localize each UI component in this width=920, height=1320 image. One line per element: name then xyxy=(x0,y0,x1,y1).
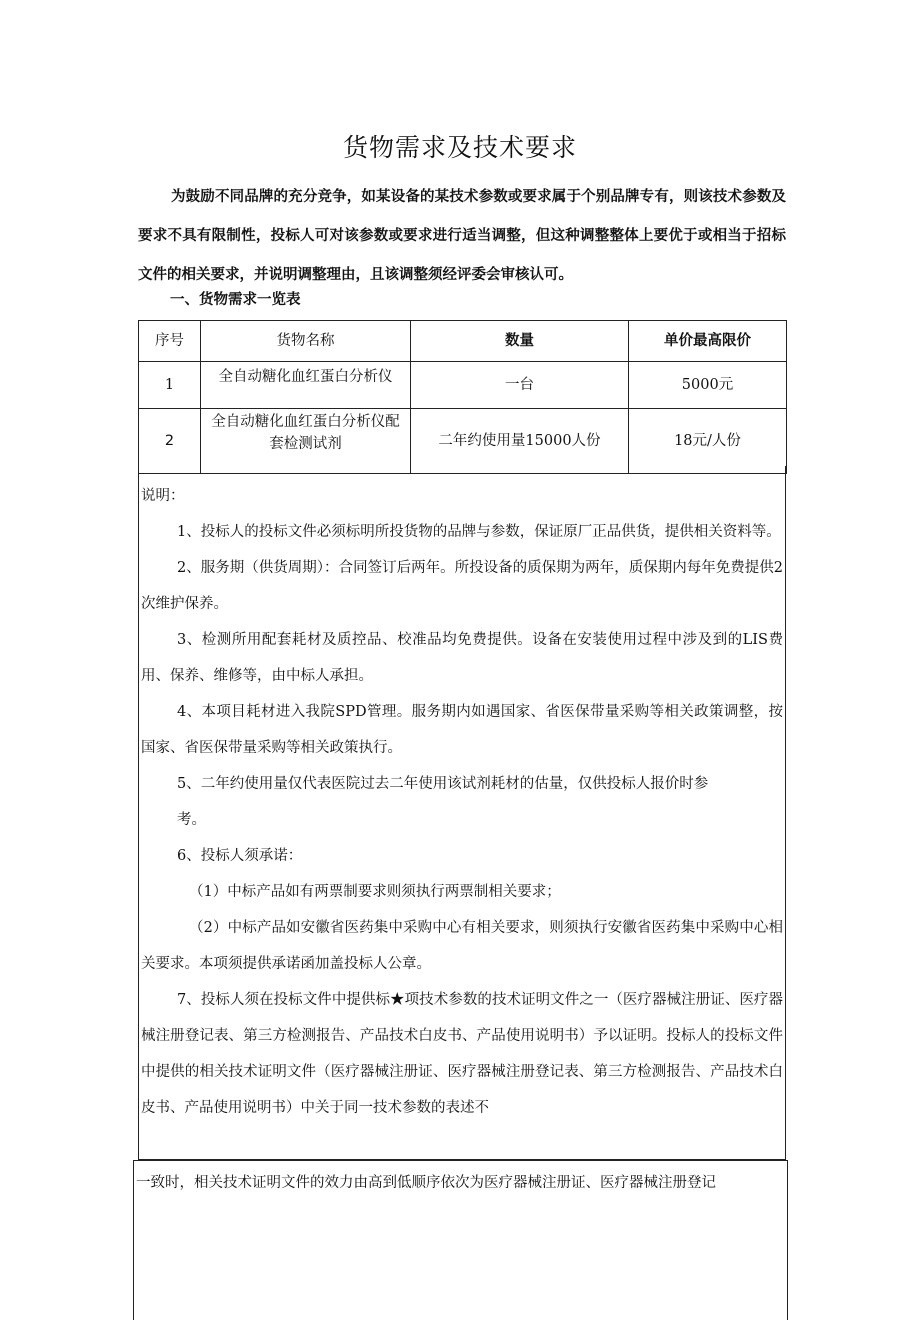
header-cell-index: 序号 xyxy=(139,321,201,362)
table-header-row xyxy=(139,321,787,362)
intro-paragraph: 为鼓励不同品牌的充分竞争，如某设备的某技术参数或要求属于个别品牌专有，则该技术参数及要求不具有限制性，投标人可对该参数或要求进行适当调整，但这种调整整体上要优于或相当于招标文件的相关要求，并说明调整理由，且该调整须经评委会审核认可。 xyxy=(138,189,786,283)
note-item: 3、检测所用配套耗材及质控品、校准品均免费提供。设备在安装使用过程中涉及到的LIS费用、保养、维修等，由中标人承担。 xyxy=(141,632,783,684)
note-item: 2、服务期（供货周期）：合同签订后两年。所投设备的质保期为两年，质保期内每年免费提供2次维护保养。 xyxy=(141,560,783,612)
note-item: 4、本项目耗材进入我院SPD管理。服务期内如遇国家、省医保带量采购等相关政策调整，按国家、省医保带量采购等相关政策执行。 xyxy=(141,704,783,756)
row-price: 5000元 xyxy=(629,362,787,409)
note-item: （2）中标产品如安徽省医药集中采购中心有相关要求，则须执行安徽省医药集中采购中心相关要求。本项须提供承诺函加盖投标人公章。 xyxy=(141,920,783,972)
row-goods-name: 全自动糖化血红蛋白分析仪 xyxy=(201,362,411,409)
note-item: 1、投标人的投标文件必须标明所投货物的品牌与参数，保证原厂正品供货，提供相关资料等。 xyxy=(177,524,781,540)
continuation-box xyxy=(133,1160,788,1320)
header-cell-price: 单价最高限价 xyxy=(629,321,787,362)
note-item-continuation: 一致时，相关技术证明文件的效力由高到低顺序依次为医疗器械注册证、医疗器械注册登记 xyxy=(136,1175,716,1191)
table-row xyxy=(139,362,787,409)
row-index: 1 xyxy=(139,362,201,409)
note-item: 5、二年约使用量仅代表医院过去二年使用该试剂耗材的估量，仅供投标人报价时参 xyxy=(177,776,709,792)
row-quantity: 二年约使用量15000人份 xyxy=(411,409,629,474)
header-cell-name: 货物名称 xyxy=(201,321,411,362)
note-item: 考。 xyxy=(177,812,206,828)
row-goods-name: 全自动糖化血红蛋白分析仪配套检测试剂 xyxy=(201,409,411,474)
row-price: 18元/人份 xyxy=(629,409,787,474)
row-index: 2 xyxy=(139,409,201,474)
row-quantity: 一台 xyxy=(411,362,629,409)
table-row xyxy=(139,409,787,474)
page-title: 货物需求及技术要求 xyxy=(342,133,577,162)
notes-label: 说明： xyxy=(141,488,185,504)
notes-box xyxy=(138,466,786,1160)
section-heading: 一、货物需求一览表 xyxy=(170,292,301,308)
header-cell-quantity: 数量 xyxy=(411,321,629,362)
goods-table xyxy=(138,320,787,474)
note-item: （1）中标产品如有两票制要求则须执行两票制相关要求； xyxy=(189,884,561,900)
note-item: 6、投标人须承诺： xyxy=(177,848,303,864)
note-item: 7、投标人须在投标文件中提供标★项技术参数的技术证明文件之一（医疗器械注册证、医疗器械注册登记表、第三方检测报告、产品技术白皮书、产品使用说明书）予以证明。投标人的投标文件中提供的相关技术证明文件（医疗器械注册证、医疗器械注册登记表、第三方检测报告、产品技术白皮书、产品使用说明书）中关于同一技术参数的表述不 xyxy=(141,992,783,1116)
